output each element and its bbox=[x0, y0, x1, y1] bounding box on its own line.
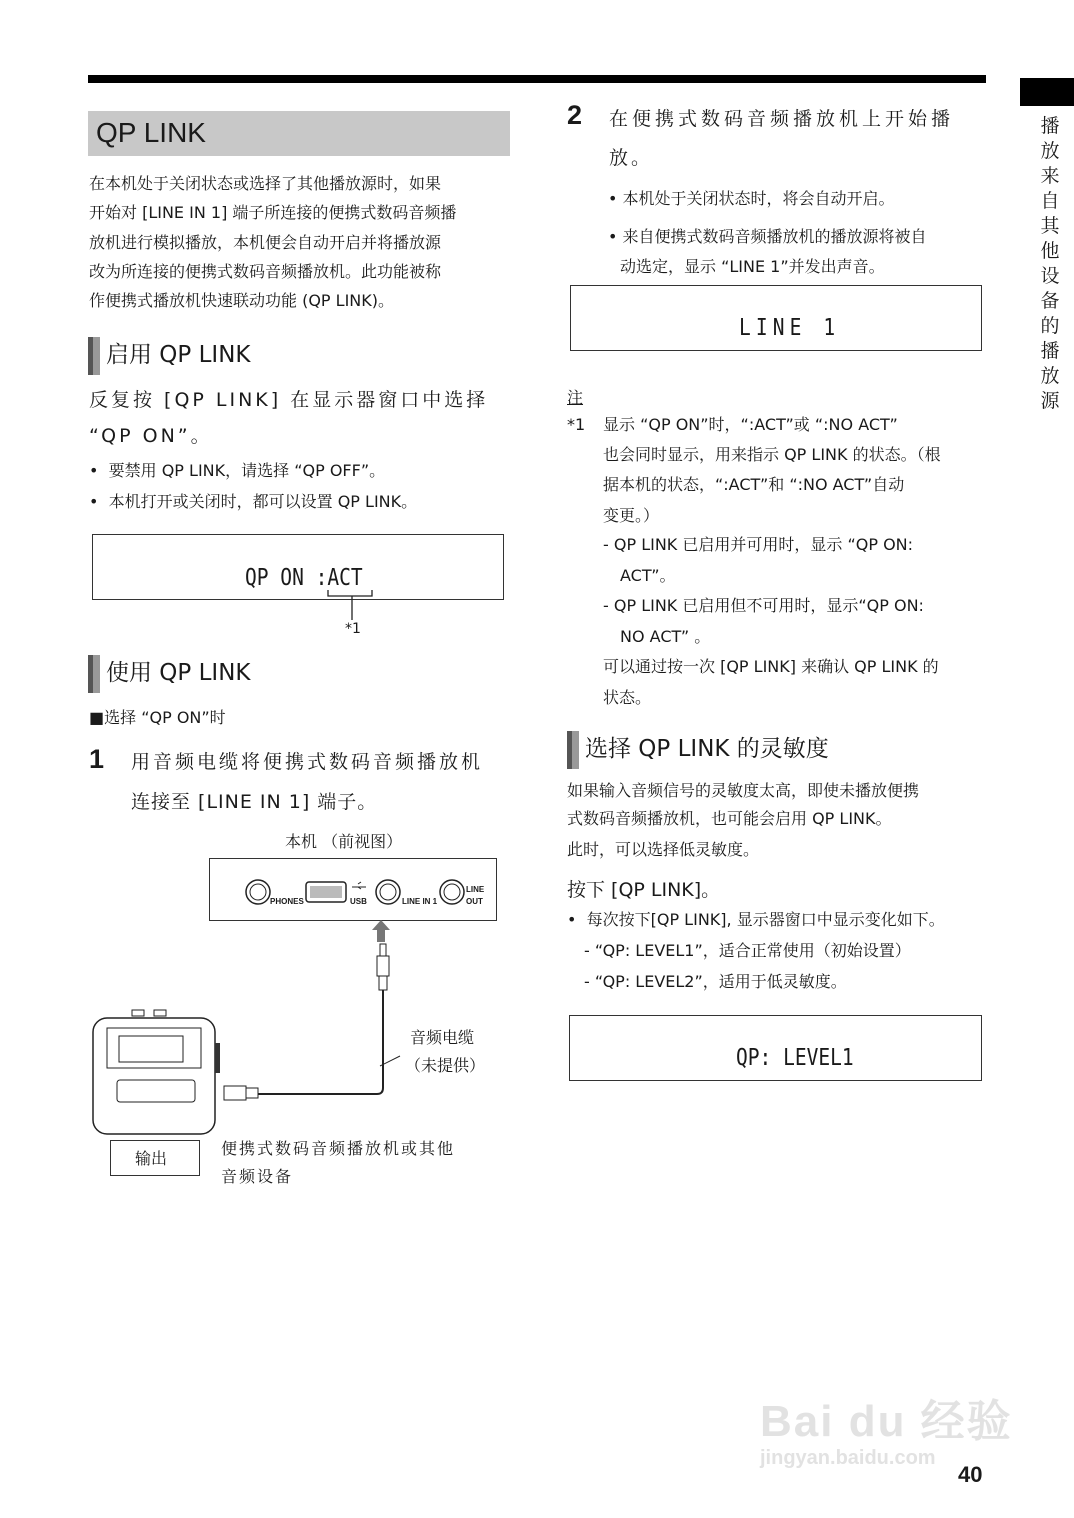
press-instruction: 按下 [QP LINK]。 bbox=[567, 879, 721, 901]
text-line: 式数码音频播放机，也可能会启用 QP LINK。 bbox=[567, 809, 892, 828]
bullet: • 本机打开或关闭时，都可以设置 QP LINK。 bbox=[89, 492, 418, 511]
step-text: 在便携式数码音频播放机上开始播 bbox=[609, 108, 955, 130]
bullet-text: 动选定，显示 “LINE 1”并发出声音。 bbox=[620, 257, 885, 276]
enable-instruction: 反复按 [QP LINK] 在显示器窗口中选择 bbox=[89, 389, 489, 411]
device-label: 音频设备 bbox=[221, 1167, 294, 1186]
watermark-logo: Bai du 经验 jingyan.baidu.com bbox=[760, 1397, 1013, 1469]
port-label: LINE bbox=[466, 885, 485, 894]
note-line: 据本机的状态，“:ACT”和 “:NO ACT”自动 bbox=[603, 475, 905, 494]
note-line: NO ACT” 。 bbox=[620, 627, 711, 646]
sensitivity-heading: 选择 QP LINK 的灵敏度 bbox=[585, 736, 829, 762]
step-number: 2 bbox=[567, 100, 583, 130]
level-item: - “QP: LEVEL2”，适用于低灵敏度。 bbox=[584, 972, 847, 991]
enable-heading: 启用 QP LINK bbox=[106, 342, 251, 368]
unit-label: 本机 （前视图） bbox=[285, 832, 403, 851]
enable-instruction: “QP ON”。 bbox=[89, 425, 213, 447]
step-number: 1 bbox=[89, 744, 105, 774]
use-condition: ■选择 “QP ON”时 bbox=[89, 708, 226, 727]
page-number: 40 bbox=[958, 1462, 983, 1487]
note-line: ACT”。 bbox=[620, 566, 676, 585]
step-text: 放。 bbox=[609, 147, 654, 169]
port-label: LINE IN 1 bbox=[402, 897, 438, 906]
step-text: 连接至 [LINE IN 1] 端子。 bbox=[131, 791, 378, 813]
note-line: - QP LINK 已启用但不可用时，显示“QP ON: bbox=[603, 596, 924, 615]
note-line: - QP LINK 已启用并可用时，显示 “QP ON: bbox=[603, 535, 914, 554]
port-label: PHONES bbox=[270, 897, 304, 906]
level-item: - “QP: LEVEL1”，适合正常使用（初始设置） bbox=[584, 941, 911, 960]
bullet-text: 每次按下[QP LINK], 显示器窗口中显示变化如下。 bbox=[586, 910, 945, 929]
bullet: • 要禁用 QP LINK，请选择 “QP OFF”。 bbox=[89, 461, 386, 480]
display-text: QP ON :ACT bbox=[245, 565, 363, 591]
heading-bar bbox=[88, 655, 100, 693]
text-line: 作便携式播放机快速联动功能 (QP LINK)。 bbox=[89, 291, 394, 310]
cable-label: 音频电缆 bbox=[410, 1028, 475, 1047]
display-window bbox=[570, 285, 982, 351]
cable-and-player-art bbox=[88, 918, 408, 1140]
use-heading: 使用 QP LINK bbox=[106, 660, 251, 686]
display-text: LINE 1 bbox=[739, 315, 841, 341]
unit-front-panel bbox=[209, 858, 497, 921]
text-line: 改为所连接的便携式数码音频播放机。此功能被称 bbox=[89, 262, 442, 281]
section-title-box bbox=[88, 111, 510, 156]
note-line: 变更。） bbox=[603, 506, 660, 525]
bullet-text: 本机打开或关闭时，都可以设置 QP LINK。 bbox=[108, 492, 418, 511]
step-text: 用音频电缆将便携式数码音频播放机 bbox=[131, 751, 484, 773]
bullet: • 本机处于关闭状态时，将会自动开启。 bbox=[608, 189, 895, 208]
text-line: 在本机处于关闭状态或选择了其他播放源时，如果 bbox=[89, 174, 442, 193]
section-tab bbox=[1020, 78, 1074, 106]
bullet: • 每次按下[QP LINK], 显示器窗口中显示变化如下。 bbox=[567, 910, 945, 929]
side-tab-label: 播放来自其他设备的播放源 bbox=[1040, 115, 1060, 412]
note-marker: *1 bbox=[567, 415, 586, 434]
heading-bar bbox=[567, 731, 579, 769]
display-window bbox=[92, 534, 504, 600]
callout-note: *1 bbox=[345, 621, 361, 637]
bullet-text: 来自便携式数码音频播放机的播放源将被自 bbox=[622, 227, 927, 246]
output-label: 输出 bbox=[135, 1149, 168, 1168]
display-text: QP: LEVEL1 bbox=[736, 1045, 854, 1071]
bullet: • 来自便携式数码音频播放机的播放源将被自 bbox=[608, 227, 927, 246]
cable-label: （未提供） bbox=[405, 1056, 486, 1075]
bullet-text: 要禁用 QP LINK，请选择 “QP OFF”。 bbox=[108, 461, 386, 480]
note-line: 状态。 bbox=[603, 688, 652, 707]
section-title: QP LINK bbox=[96, 117, 206, 148]
port-label: USB bbox=[350, 897, 367, 906]
text-line: 放机进行模拟播放，本机便会自动开启并将播放源 bbox=[89, 233, 442, 252]
port-label: OUT bbox=[466, 897, 483, 906]
heading-bar bbox=[88, 337, 100, 375]
text-line: 如果输入音频信号的灵敏度太高，即使未播放便携 bbox=[567, 781, 920, 800]
device-label: 便携式数码音频播放机或其他 bbox=[221, 1139, 456, 1158]
ports-art bbox=[210, 859, 496, 920]
note-line: 可以通过按一次 [QP LINK] 来确认 QP LINK 的 bbox=[603, 657, 939, 676]
bullet-text: 本机处于关闭状态时，将会自动开启。 bbox=[622, 189, 895, 208]
display-window bbox=[569, 1015, 982, 1081]
note-line: 也会同时显示，用来指示 QP LINK 的状态。（根 bbox=[603, 445, 941, 464]
output-box bbox=[110, 1140, 200, 1176]
text-line: 此时，可以选择低灵敏度。 bbox=[567, 840, 760, 859]
note-line: 显示 “QP ON”时，“:ACT”或 “:NO ACT” bbox=[603, 415, 898, 434]
top-rule bbox=[88, 75, 986, 83]
text-line: 开始对 [LINE IN 1] 端子所连接的便携式数码音频播 bbox=[89, 203, 457, 222]
note-title: 注 bbox=[567, 388, 584, 407]
